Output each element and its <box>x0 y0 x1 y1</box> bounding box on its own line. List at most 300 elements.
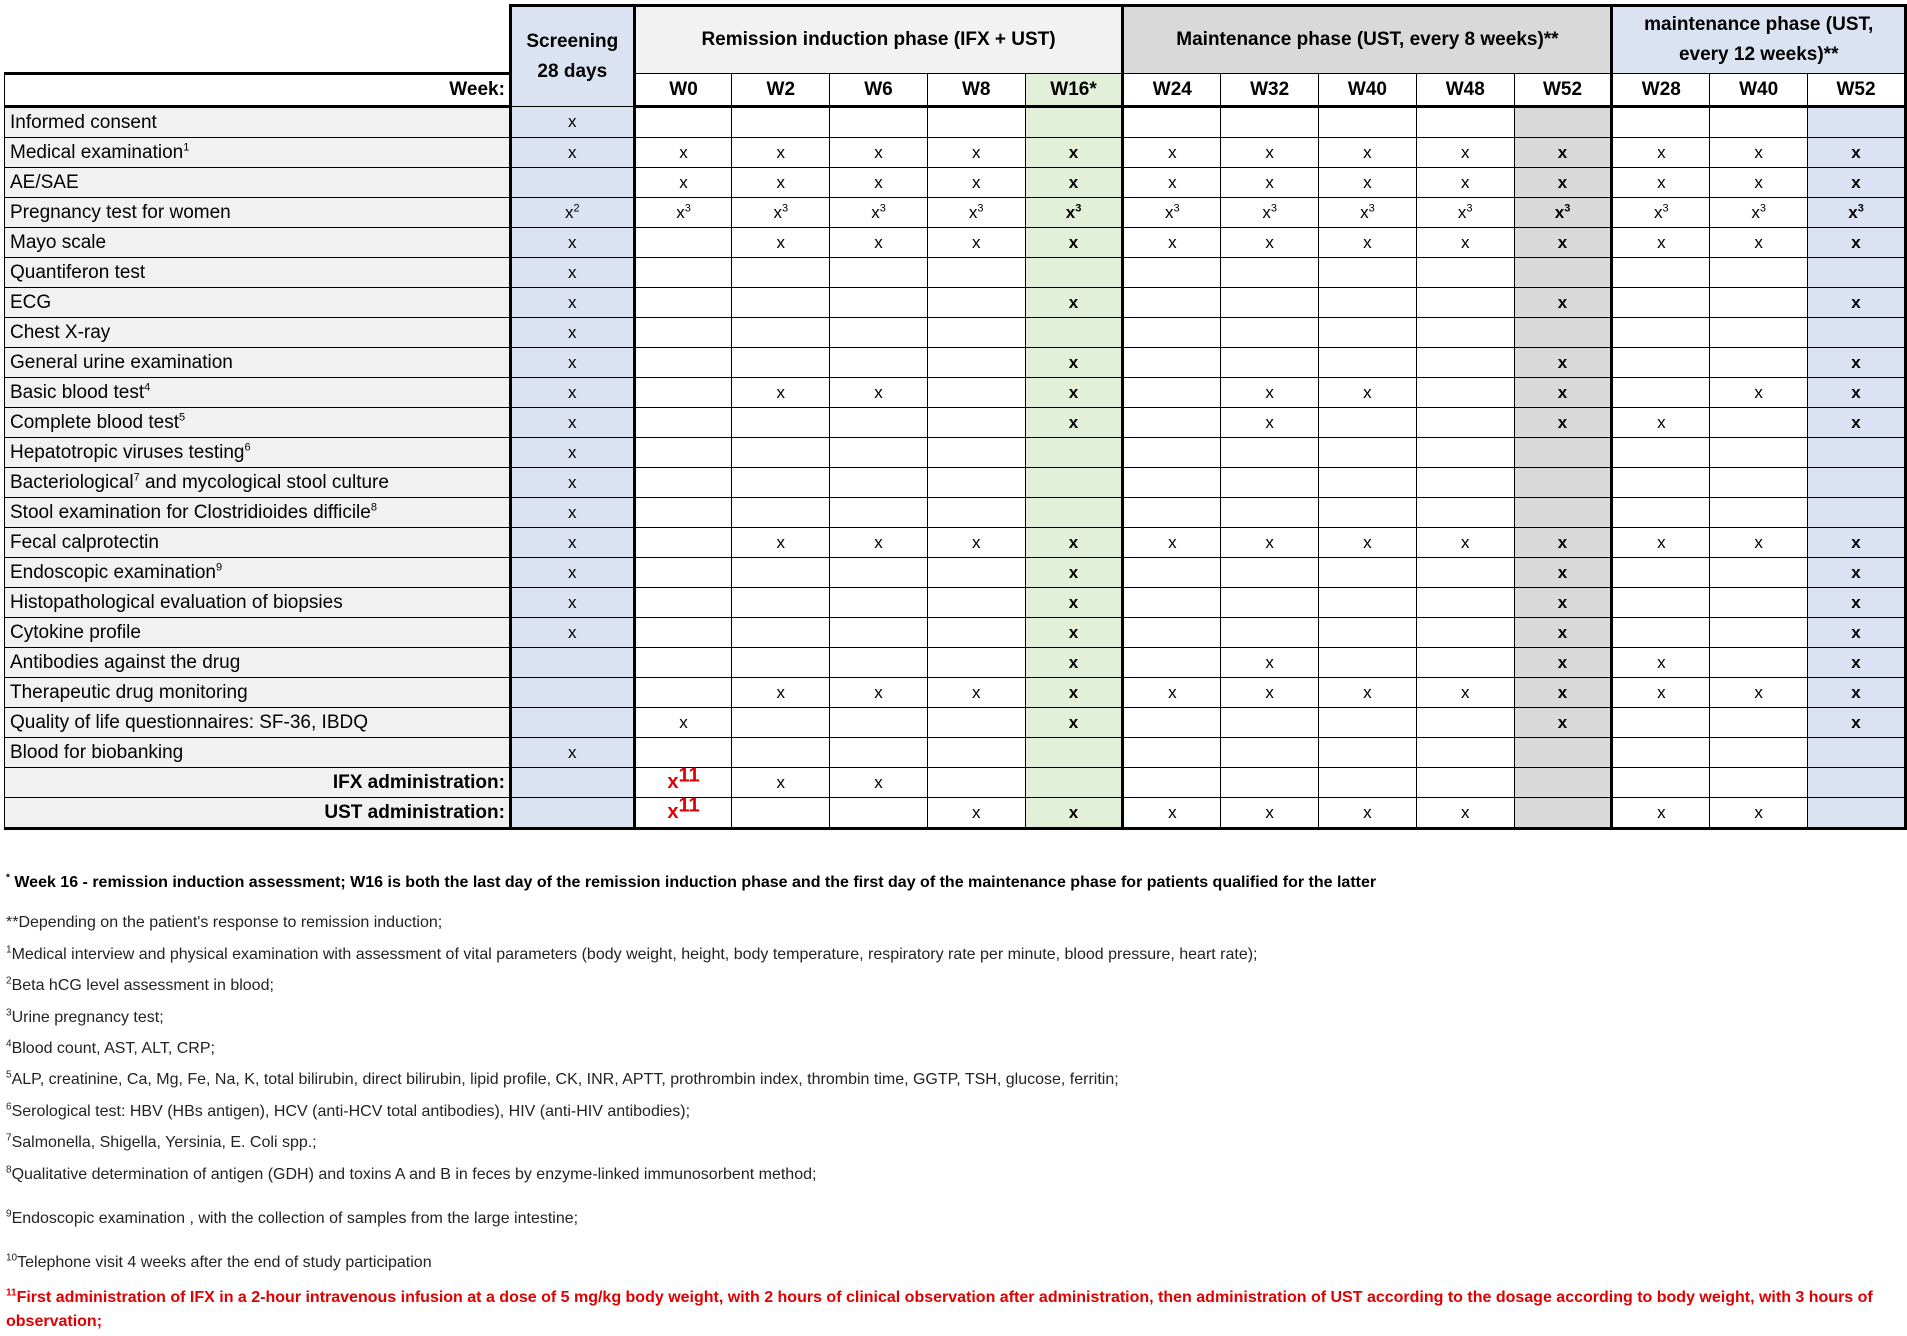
schedule-mark-footnote: 3 <box>1857 201 1864 214</box>
schedule-cell <box>732 648 830 678</box>
schedule-mark: x <box>568 142 577 162</box>
schedule-cell <box>510 498 634 528</box>
schedule-cell <box>1416 468 1514 498</box>
schedule-mark-footnote: 3 <box>684 201 691 214</box>
schedule-cell <box>1416 378 1514 408</box>
schedule-mark: x <box>1168 802 1177 822</box>
week-header: W48 <box>1416 74 1514 107</box>
schedule-mark: x <box>1657 652 1666 672</box>
schedule-cell <box>1514 438 1612 468</box>
schedule-cell <box>1123 348 1221 378</box>
schedule-cell <box>1221 648 1319 678</box>
schedule-mark: x <box>568 232 577 252</box>
table-row <box>5 198 1906 228</box>
schedule-mark: x <box>1168 232 1177 252</box>
schedule-mark: x <box>568 322 577 342</box>
schedule-cell <box>732 588 830 618</box>
schedule-cell <box>1221 288 1319 318</box>
schedule-cell <box>830 348 928 378</box>
schedule-mark: x <box>568 112 577 131</box>
schedule-cell <box>1808 438 1906 468</box>
schedule-mark: x <box>1557 232 1568 252</box>
schedule-mark: x <box>1851 412 1861 432</box>
schedule-mark: x <box>971 142 981 162</box>
footnote-marker: 10 <box>6 1252 18 1264</box>
schedule-mark: x <box>1557 652 1568 672</box>
schedule-cell <box>1319 498 1417 528</box>
schedule-mark: x <box>568 442 577 462</box>
schedule-mark: x <box>568 622 577 642</box>
schedule-mark: x <box>1557 682 1568 702</box>
schedule-cell <box>1808 678 1906 708</box>
schedule-mark: x <box>679 172 688 192</box>
row-label-text: Cytokine profile <box>10 621 141 643</box>
footnote-marker: 11 <box>6 1287 17 1299</box>
schedule-cell <box>1319 768 1417 798</box>
footnote-double-star <box>6 914 442 932</box>
schedule-mark: x <box>1068 592 1079 612</box>
schedule-cell <box>510 168 634 198</box>
schedule-cell <box>1025 798 1123 829</box>
week-header: W6 <box>830 74 928 107</box>
schedule-cell <box>1514 618 1612 648</box>
footnote-text: Beta hCG level assessment in blood; <box>11 977 274 994</box>
row-label-text: Quality of life questionnaires: SF-36, IBDQ <box>10 711 368 733</box>
schedule-cell <box>510 708 634 738</box>
schedule-cell <box>1612 468 1710 498</box>
schedule-cell <box>732 438 830 468</box>
row-label <box>5 378 511 408</box>
schedule-mark: x <box>1751 202 1760 222</box>
schedule-cell <box>1221 708 1319 738</box>
schedule-cell <box>927 168 1025 198</box>
schedule-cell <box>634 558 732 588</box>
schedule-mark: x <box>1265 652 1274 672</box>
schedule-cell <box>1221 378 1319 408</box>
schedule-cell <box>1808 588 1906 618</box>
schedule-cell <box>732 408 830 438</box>
schedule-cell <box>634 794 732 829</box>
schedule-cell <box>1319 198 1417 228</box>
schedule-cell <box>1123 408 1221 438</box>
schedule-mark: x <box>1657 802 1666 822</box>
row-label <box>5 648 511 678</box>
row-label <box>5 258 511 288</box>
header-phase-maintenance-12w <box>1612 6 1906 74</box>
footnote-text: Salmonella, Shigella, Yersinia, E. Coli spp.; <box>11 1134 317 1151</box>
row-label <box>5 168 511 198</box>
schedule-cell <box>1319 438 1417 468</box>
schedule-mark: x <box>1851 562 1861 582</box>
header-phase-maintenance-12w-line2: every 12 weeks)** <box>1678 44 1839 65</box>
row-label-text: Blood for biobanking <box>10 741 184 763</box>
table-row <box>5 558 1906 588</box>
schedule-cell <box>510 107 634 138</box>
schedule-mark: x <box>874 172 883 192</box>
schedule-cell <box>1416 618 1514 648</box>
footnote-marker: 8 <box>6 1164 12 1176</box>
schedule-mark: x <box>1460 142 1470 162</box>
schedule-mark-footnote: 3 <box>1173 201 1180 214</box>
schedule-cell <box>1514 738 1612 768</box>
schedule-cell <box>1221 558 1319 588</box>
footnote-marker: * <box>6 872 10 884</box>
schedule-mark-footnote: 3 <box>1759 201 1766 214</box>
schedule-cell <box>634 708 732 738</box>
schedule-cell <box>732 168 830 198</box>
schedule-cell <box>1808 288 1906 318</box>
schedule-cell <box>634 618 732 648</box>
schedule-cell <box>1025 288 1123 318</box>
header-phase-maintenance-8w: Maintenance phase (UST, every 8 weeks)** <box>1123 6 1612 74</box>
schedule-mark: x <box>1460 682 1470 702</box>
schedule-mark: x <box>971 532 981 552</box>
schedule-cell <box>1710 798 1808 829</box>
schedule-mark: x <box>871 202 880 222</box>
footnote-7 <box>6 1134 317 1152</box>
schedule-cell <box>1808 228 1906 258</box>
schedule-cell <box>830 558 928 588</box>
schedule-cell <box>1319 138 1417 168</box>
schedule-cell <box>1710 708 1808 738</box>
schedule-cell <box>732 378 830 408</box>
footnote-4 <box>6 1040 215 1058</box>
schedule-cell <box>1416 588 1514 618</box>
schedule-mark: x <box>1851 532 1861 552</box>
schedule-mark: x <box>1265 802 1274 822</box>
schedule-cell <box>1514 708 1612 738</box>
schedule-cell <box>1025 138 1123 168</box>
schedule-cell <box>927 648 1025 678</box>
schedule-cell <box>1221 318 1319 348</box>
schedule-cell <box>1710 408 1808 438</box>
schedule-cell <box>830 768 928 798</box>
schedule-mark: x <box>1265 232 1274 252</box>
schedule-cell <box>1808 107 1906 138</box>
schedule-cell <box>927 738 1025 768</box>
schedule-cell <box>1612 738 1710 768</box>
schedule-cell <box>1612 588 1710 618</box>
schedule-mark: x <box>1754 382 1763 402</box>
schedule-cell <box>1710 198 1808 228</box>
schedule-cell <box>830 438 928 468</box>
row-label-text: General urine examination <box>10 351 233 373</box>
schedule-cell <box>1025 438 1123 468</box>
schedule-mark: x <box>1851 652 1861 672</box>
schedule-cell <box>830 678 928 708</box>
schedule-cell <box>1416 528 1514 558</box>
schedule-cell <box>1710 558 1808 588</box>
schedule-cell <box>1514 768 1612 798</box>
schedule-mark: x <box>1851 622 1861 642</box>
week-header: W40 <box>1319 74 1417 107</box>
schedule-mark: x <box>1168 172 1177 192</box>
schedule-mark: x <box>1265 142 1274 162</box>
study-schedule-table <box>4 4 1907 830</box>
week-header: W8 <box>927 74 1025 107</box>
row-label <box>5 408 511 438</box>
schedule-cell <box>1025 228 1123 258</box>
schedule-cell <box>927 107 1025 138</box>
schedule-mark: x <box>1068 232 1079 252</box>
schedule-cell <box>1514 678 1612 708</box>
schedule-cell <box>510 798 634 829</box>
schedule-mark: x <box>874 142 883 162</box>
schedule-cell <box>927 468 1025 498</box>
schedule-cell <box>732 348 830 378</box>
schedule-mark: x <box>564 202 574 222</box>
schedule-cell <box>1221 738 1319 768</box>
row-label-text: Medical examination <box>10 141 184 163</box>
row-label-text: Complete blood test <box>10 411 179 433</box>
schedule-cell <box>1221 618 1319 648</box>
table-row <box>5 228 1906 258</box>
table-row <box>5 318 1906 348</box>
schedule-cell <box>732 107 830 138</box>
table-row <box>5 107 1906 138</box>
schedule-cell <box>1514 378 1612 408</box>
schedule-cell <box>927 438 1025 468</box>
schedule-mark: x <box>1557 622 1568 642</box>
schedule-cell <box>830 198 928 228</box>
schedule-cell <box>1612 318 1710 348</box>
schedule-cell <box>1123 228 1221 258</box>
footnote-text: Blood count, AST, ALT, CRP; <box>11 1040 215 1057</box>
schedule-cell <box>1123 708 1221 738</box>
schedule-mark: x <box>1754 172 1763 192</box>
schedule-cell <box>927 558 1025 588</box>
schedule-mark: x <box>1065 202 1076 222</box>
schedule-cell <box>510 408 634 438</box>
schedule-cell <box>830 468 928 498</box>
schedule-cell <box>1123 588 1221 618</box>
schedule-cell <box>510 558 634 588</box>
schedule-cell <box>1808 378 1906 408</box>
row-label <box>5 708 511 738</box>
schedule-cell <box>1025 738 1123 768</box>
schedule-cell <box>1710 678 1808 708</box>
schedule-cell <box>732 738 830 768</box>
row-label <box>5 107 511 138</box>
schedule-cell <box>1808 318 1906 348</box>
week-header: W0 <box>634 74 732 107</box>
schedule-mark: x <box>1068 652 1079 672</box>
schedule-cell <box>1416 348 1514 378</box>
row-label-text: Chest X-ray <box>10 321 111 343</box>
schedule-cell <box>1123 468 1221 498</box>
schedule-cell <box>927 198 1025 228</box>
row-label-text: Fecal calprotectin <box>10 531 159 553</box>
schedule-cell <box>1612 168 1710 198</box>
schedule-mark: x <box>1168 142 1177 162</box>
schedule-cell <box>1710 228 1808 258</box>
schedule-cell <box>634 438 732 468</box>
schedule-cell <box>1416 798 1514 829</box>
schedule-cell <box>1514 168 1612 198</box>
table-row <box>5 798 1906 829</box>
schedule-mark-footnote: 3 <box>879 201 886 214</box>
footnote-text: ALP, creatinine, Ca, Mg, Fe, Na, K, total bilirubin, direct bilirubin, lipid profile, CK, INR, APTT, prothrombin index, thrombin time, GGTP, TSH, glucose, ferritin; <box>11 1071 1119 1088</box>
schedule-cell <box>1710 348 1808 378</box>
schedule-cell <box>1221 258 1319 288</box>
header-screening-line1: Screening <box>526 30 619 52</box>
schedule-cell <box>1221 138 1319 168</box>
row-label-text: Therapeutic drug monitoring <box>10 681 248 703</box>
schedule-cell <box>1514 198 1612 228</box>
schedule-mark: x <box>1851 592 1861 612</box>
schedule-mark: x <box>874 772 883 792</box>
schedule-mark: x <box>568 292 577 312</box>
schedule-cell <box>1514 648 1612 678</box>
schedule-cell <box>1319 168 1417 198</box>
schedule-cell <box>732 798 830 829</box>
schedule-mark-footnote: 3 <box>977 201 984 214</box>
schedule-cell <box>1710 648 1808 678</box>
schedule-cell <box>1514 107 1612 138</box>
schedule-cell <box>927 618 1025 648</box>
schedule-mark: x <box>1068 412 1079 432</box>
schedule-cell <box>1612 258 1710 288</box>
schedule-cell <box>634 498 732 528</box>
schedule-cell <box>510 198 634 228</box>
schedule-cell <box>1612 528 1710 558</box>
schedule-mark: x <box>1460 802 1470 822</box>
schedule-cell <box>510 228 634 258</box>
schedule-cell <box>510 138 634 168</box>
week-header: W52 <box>1514 74 1612 107</box>
schedule-cell <box>634 198 732 228</box>
schedule-cell <box>510 468 634 498</box>
schedule-mark: x <box>568 382 577 402</box>
schedule-cell <box>1123 138 1221 168</box>
schedule-mark: x <box>1068 352 1079 372</box>
schedule-mark: x <box>874 232 883 252</box>
schedule-cell <box>1221 528 1319 558</box>
schedule-cell <box>634 764 732 798</box>
schedule-cell <box>1808 348 1906 378</box>
schedule-cell <box>1123 107 1221 138</box>
schedule-mark: x <box>776 232 786 252</box>
footnote-marker: 2 <box>6 975 12 987</box>
schedule-cell <box>1416 558 1514 588</box>
row-label-text: Basic blood test <box>10 381 145 403</box>
schedule-cell <box>1025 168 1123 198</box>
schedule-cell <box>1808 768 1906 798</box>
week-header: W28 <box>1612 74 1710 107</box>
schedule-cell <box>1710 107 1808 138</box>
schedule-cell <box>1221 588 1319 618</box>
schedule-cell <box>1319 618 1417 648</box>
schedule-cell <box>927 768 1025 798</box>
schedule-mark: x <box>1557 292 1568 312</box>
schedule-cell <box>1808 648 1906 678</box>
schedule-cell <box>510 348 634 378</box>
schedule-cell <box>1025 198 1123 228</box>
schedule-mark: x <box>1363 682 1372 702</box>
schedule-mark: x <box>568 592 577 612</box>
schedule-cell <box>1416 498 1514 528</box>
schedule-cell <box>634 318 732 348</box>
schedule-mark-footnote: 3 <box>1662 201 1669 214</box>
schedule-cell <box>1514 258 1612 288</box>
row-label-footnote-marker: 4 <box>144 381 151 394</box>
schedule-cell <box>1221 348 1319 378</box>
schedule-cell <box>510 438 634 468</box>
header-screening <box>510 6 634 107</box>
schedule-mark: x <box>1557 142 1568 162</box>
schedule-cell <box>1612 618 1710 648</box>
schedule-cell <box>830 648 928 678</box>
schedule-mark: x <box>1654 202 1663 222</box>
schedule-cell <box>1221 168 1319 198</box>
row-label-suffix: and mycological stool culture <box>139 471 389 493</box>
schedule-cell <box>830 618 928 648</box>
row-label-text: ECG <box>10 291 52 313</box>
schedule-cell <box>1514 798 1612 829</box>
schedule-cell <box>1416 107 1514 138</box>
header-corner <box>5 6 511 74</box>
schedule-mark: x <box>568 742 577 762</box>
schedule-cell <box>1123 378 1221 408</box>
schedule-mark: x <box>1851 382 1861 402</box>
header-phase-induction: Remission induction phase (IFX + UST) <box>634 6 1123 74</box>
row-label-text: AE/SAE <box>10 171 79 193</box>
schedule-cell <box>1612 348 1710 378</box>
schedule-mark: x <box>568 412 577 432</box>
schedule-mark: x <box>874 532 883 552</box>
table-row <box>5 348 1906 378</box>
schedule-cell <box>927 408 1025 438</box>
footnote-marker: 5 <box>6 1069 12 1081</box>
row-label <box>5 528 511 558</box>
schedule-mark: x <box>1068 802 1079 822</box>
schedule-cell <box>732 708 830 738</box>
schedule-mark: x <box>568 502 577 522</box>
row-label <box>5 198 511 228</box>
table-row <box>5 678 1906 708</box>
schedule-mark: x <box>971 172 981 192</box>
schedule-cell <box>927 258 1025 288</box>
row-label <box>5 228 511 258</box>
schedule-cell <box>1710 738 1808 768</box>
schedule-cell <box>1123 618 1221 648</box>
schedule-cell <box>1319 528 1417 558</box>
schedule-mark: x <box>1068 532 1079 552</box>
schedule-mark: x <box>1460 532 1470 552</box>
schedule-mark: x <box>1851 352 1861 372</box>
schedule-cell <box>830 588 928 618</box>
table-row <box>5 168 1906 198</box>
schedule-mark-footnote: 2 <box>573 201 580 214</box>
schedule-cell <box>1123 288 1221 318</box>
schedule-cell <box>1319 378 1417 408</box>
footnote-star <box>6 874 1376 892</box>
schedule-cell <box>1710 498 1808 528</box>
schedule-cell <box>1221 798 1319 829</box>
schedule-mark: x <box>1068 292 1079 312</box>
table-row <box>5 378 1906 408</box>
week-header: W32 <box>1221 74 1319 107</box>
schedule-mark: x <box>1851 172 1861 192</box>
schedule-cell <box>1612 798 1710 829</box>
schedule-cell <box>1416 198 1514 228</box>
schedule-mark: x <box>1360 202 1369 222</box>
schedule-cell <box>1612 378 1710 408</box>
schedule-mark: x <box>667 801 679 823</box>
table-row <box>5 708 1906 738</box>
schedule-mark: x <box>1265 382 1274 402</box>
schedule-mark: x <box>776 682 786 702</box>
